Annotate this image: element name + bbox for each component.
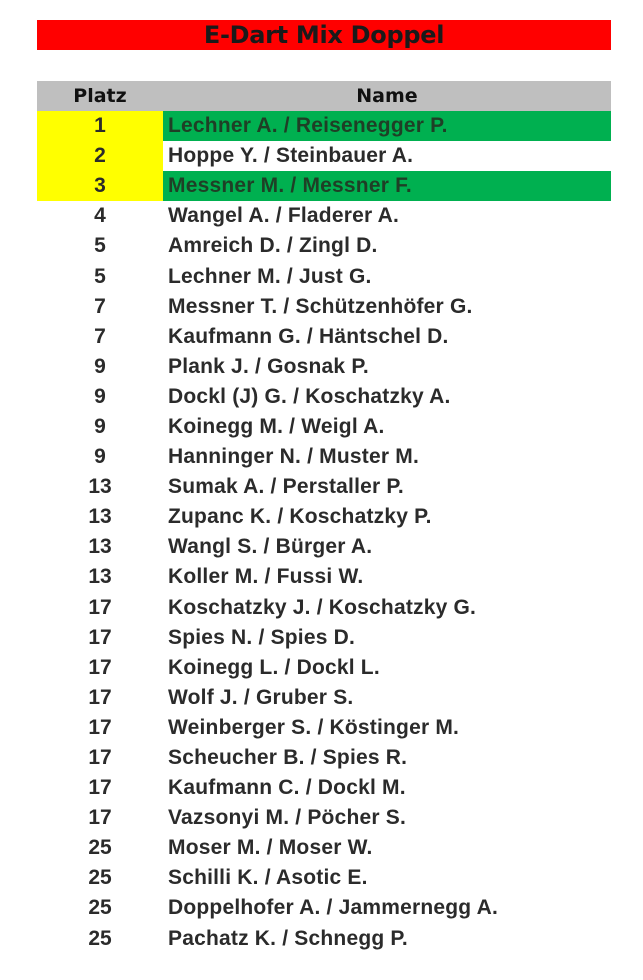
name-cell: Hanninger N. / Muster M.	[168, 445, 419, 469]
name-cell: Hoppe Y. / Steinbauer A.	[168, 144, 414, 168]
name-cell: Wangel A. / Fladerer A.	[168, 204, 399, 228]
name-cell: Koschatzky J. / Koschatzky G.	[168, 595, 477, 619]
table-row	[37, 593, 611, 623]
table-row	[37, 292, 611, 322]
name-cell: Kaufmann G. / Häntschel D.	[168, 324, 449, 348]
platz-cell: 1	[37, 111, 163, 141]
name-cell: Messner M. / Messner F.	[163, 171, 611, 201]
platz-cell: 25	[88, 926, 112, 950]
page-title: E-Dart Mix Doppel	[37, 20, 611, 50]
table-row	[37, 863, 611, 893]
table-row	[37, 352, 611, 382]
platz-cell: 13	[88, 505, 112, 529]
platz-cell: 9	[94, 445, 106, 469]
name-cell: Doppelhofer A. / Jammernegg A.	[168, 896, 498, 920]
table-row	[37, 171, 611, 201]
table-row	[37, 502, 611, 532]
table-row	[37, 201, 611, 231]
platz-cell: 7	[94, 294, 106, 318]
name-cell: Dockl (J) G. / Koschatzky A.	[168, 384, 451, 408]
name-cell: Vazsonyi M. / Pöcher S.	[168, 806, 407, 830]
table-row	[37, 924, 611, 954]
platz-cell: 13	[88, 565, 112, 589]
name-cell: Koinegg M. / Weigl A.	[168, 414, 385, 438]
name-cell: Pachatz K. / Schnegg P.	[168, 926, 408, 950]
header-name: Name	[356, 85, 418, 107]
table-row	[37, 141, 611, 171]
platz-cell: 9	[94, 414, 106, 438]
platz-cell: 17	[88, 806, 112, 830]
table-row	[37, 412, 611, 442]
table-row	[37, 743, 611, 773]
table-row	[37, 653, 611, 683]
table-row	[37, 833, 611, 863]
table-row	[37, 713, 611, 743]
name-cell: Zupanc K. / Koschatzky P.	[168, 505, 432, 529]
platz-cell: 25	[88, 896, 112, 920]
name-cell: Koller M. / Fussi W.	[168, 565, 364, 589]
table-row	[37, 322, 611, 352]
table-row	[37, 261, 611, 291]
platz-cell: 25	[88, 866, 112, 890]
platz-cell: 25	[88, 836, 112, 860]
name-cell: Plank J. / Gosnak P.	[168, 354, 369, 378]
results-table	[37, 81, 611, 954]
platz-cell: 13	[88, 535, 112, 559]
table-row	[37, 803, 611, 833]
name-cell: Lechner A. / Reisenegger P.	[163, 111, 611, 141]
platz-cell: 17	[88, 715, 112, 739]
platz-cell: 4	[94, 204, 106, 228]
name-cell: Wolf J. / Gruber S.	[168, 685, 354, 709]
platz-cell: 17	[88, 746, 112, 770]
platz-cell: 2	[37, 141, 163, 171]
platz-cell: 5	[94, 264, 106, 288]
table-row	[37, 623, 611, 653]
name-cell: Spies N. / Spies D.	[168, 625, 356, 649]
platz-cell: 9	[94, 354, 106, 378]
table-row	[37, 532, 611, 562]
platz-cell: 17	[88, 595, 112, 619]
table-row	[37, 382, 611, 412]
table-row	[37, 111, 611, 141]
platz-cell: 3	[37, 171, 163, 201]
platz-cell: 17	[88, 625, 112, 649]
table-row	[37, 231, 611, 261]
table-row	[37, 442, 611, 472]
name-cell: Messner T. / Schützenhöfer G.	[168, 294, 473, 318]
name-cell: Wangl S. / Bürger A.	[168, 535, 373, 559]
name-cell: Weinberger S. / Köstinger M.	[168, 715, 460, 739]
name-cell: Schilli K. / Asotic E.	[168, 866, 368, 890]
platz-cell: 17	[88, 776, 112, 800]
table-row	[37, 893, 611, 923]
platz-cell: 17	[88, 685, 112, 709]
name-cell: Scheucher B. / Spies R.	[168, 746, 408, 770]
table-row	[37, 472, 611, 502]
platz-cell: 13	[88, 475, 112, 499]
name-cell: Lechner M. / Just G.	[168, 264, 372, 288]
name-cell: Kaufmann C. / Dockl M.	[168, 776, 406, 800]
name-cell: Amreich D. / Zingl D.	[168, 234, 378, 258]
platz-cell: 7	[94, 324, 106, 348]
table-row	[37, 562, 611, 592]
table-row	[37, 683, 611, 713]
name-cell: Koinegg L. / Dockl L.	[168, 655, 380, 679]
header-platz: Platz	[73, 85, 127, 107]
platz-cell: 5	[94, 234, 106, 258]
table-header	[37, 81, 611, 111]
table-body	[37, 111, 611, 954]
table-row	[37, 773, 611, 803]
name-cell: Sumak A. / Perstaller P.	[168, 475, 404, 499]
name-cell: Moser M. / Moser W.	[168, 836, 373, 860]
platz-cell: 9	[94, 384, 106, 408]
platz-cell: 17	[88, 655, 112, 679]
